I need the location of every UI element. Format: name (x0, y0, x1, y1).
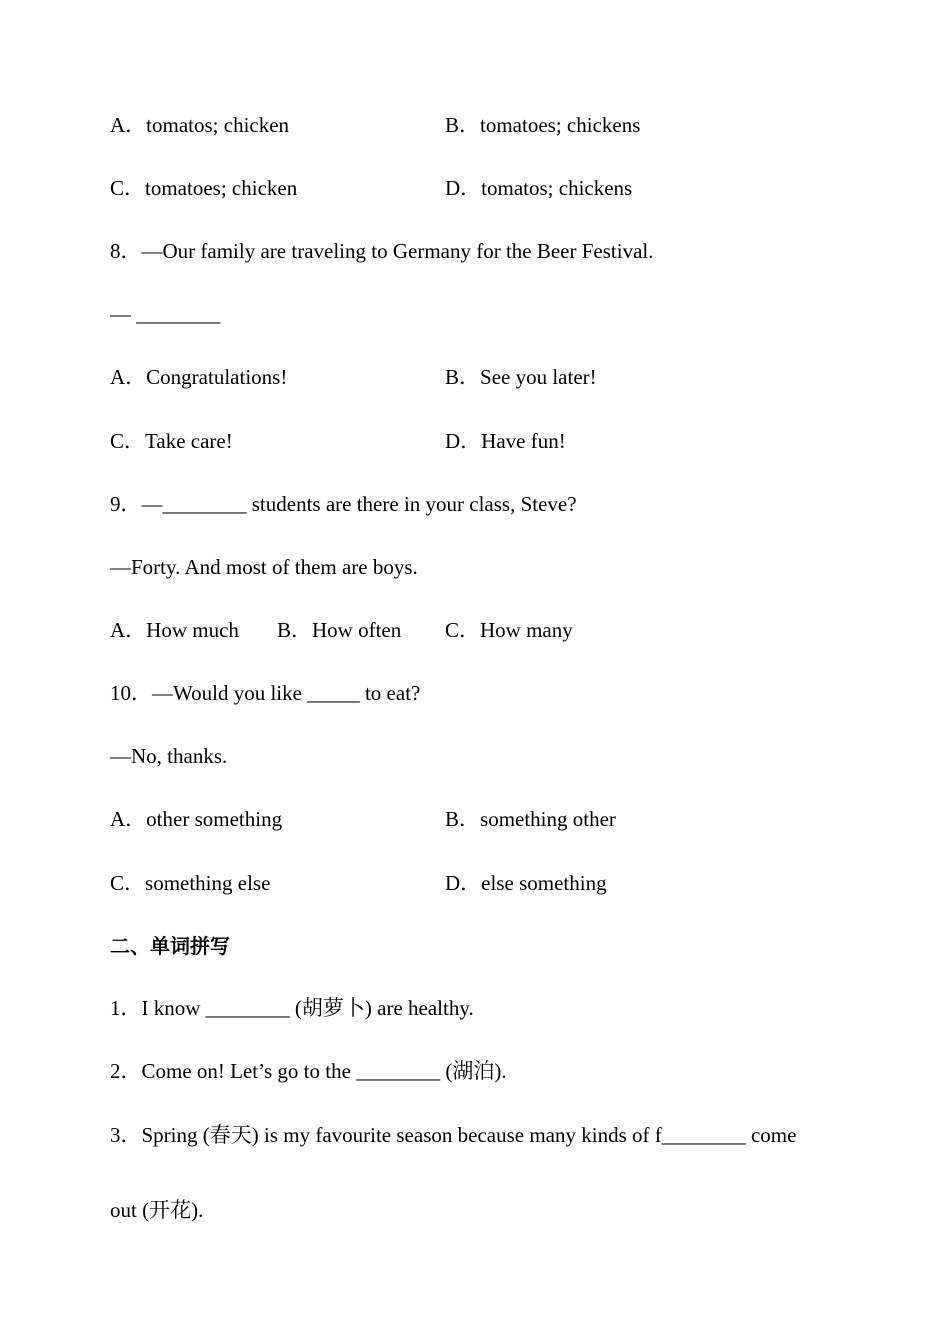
option-letter: B． (445, 807, 481, 831)
spelling-item-1: 1．I know ________ (胡萝卜) are healthy. (110, 996, 474, 1020)
option-letter: D． (445, 871, 482, 895)
option-letter: B． (277, 618, 313, 642)
option-text: something other (480, 807, 616, 831)
option-letter: D． (445, 176, 482, 200)
q7-option-b (445, 115, 640, 136)
option-text: tomatos; chicken (146, 113, 290, 137)
option-letter: B． (445, 113, 481, 137)
option-text: Congratulations! (146, 365, 288, 389)
option-text: See you later! (480, 365, 597, 389)
option-text: other something (146, 807, 283, 831)
q8-option-a (110, 367, 287, 388)
option-text: tomatoes; chicken (145, 176, 298, 200)
q10-reply: —No, thanks. (110, 744, 228, 768)
option-letter: A． (110, 113, 147, 137)
q9-option-b (277, 620, 401, 641)
q7-option-c (110, 178, 297, 199)
q10-stem: 10．—Would you like _____ to eat? (110, 681, 421, 705)
section-heading: 二、单词拼写 (110, 934, 230, 958)
option-text: Take care! (145, 429, 233, 453)
q9-option-c (445, 620, 573, 641)
q10-option-d (445, 873, 607, 894)
option-letter: A． (110, 807, 147, 831)
q10-option-c (110, 873, 270, 894)
option-letter: C． (110, 176, 146, 200)
option-text: tomatos; chickens (481, 176, 633, 200)
q7-option-d (445, 178, 632, 199)
option-text: something else (145, 871, 271, 895)
spelling-item-3-continuation: out (开花). (110, 1198, 204, 1222)
q10-option-a (110, 809, 282, 830)
q8-option-d (445, 431, 566, 452)
q9-reply: —Forty. And most of them are boys. (110, 555, 418, 579)
option-letter: A． (110, 618, 147, 642)
option-text: tomatoes; chickens (480, 113, 641, 137)
q8-reply: — ________ (110, 302, 221, 326)
option-letter: C． (110, 429, 146, 453)
option-text: else something (481, 871, 607, 895)
option-letter: C． (110, 871, 146, 895)
option-text: Have fun! (481, 429, 566, 453)
option-letter: D． (445, 429, 482, 453)
option-letter: C． (445, 618, 481, 642)
q8-stem: 8．—Our family are traveling to Germany for the Beer Festival. (110, 239, 654, 263)
option-text: How much (146, 618, 239, 642)
q7-option-a (110, 115, 289, 136)
option-text: How many (480, 618, 573, 642)
q8-option-c (110, 431, 233, 452)
option-letter: B． (445, 365, 481, 389)
spelling-item-2: 2．Come on! Let’s go to the ________ (湖泊). (110, 1059, 507, 1083)
q8-option-b (445, 367, 597, 388)
q9-option-a (110, 620, 239, 641)
q9-stem: 9．—________ students are there in your class, Steve? (110, 492, 577, 516)
spelling-item-3: 3．Spring (春天) is my favourite season because many kinds of f________ come (110, 1123, 797, 1147)
option-letter: A． (110, 365, 147, 389)
q10-option-b (445, 809, 616, 830)
option-text: How often (312, 618, 402, 642)
